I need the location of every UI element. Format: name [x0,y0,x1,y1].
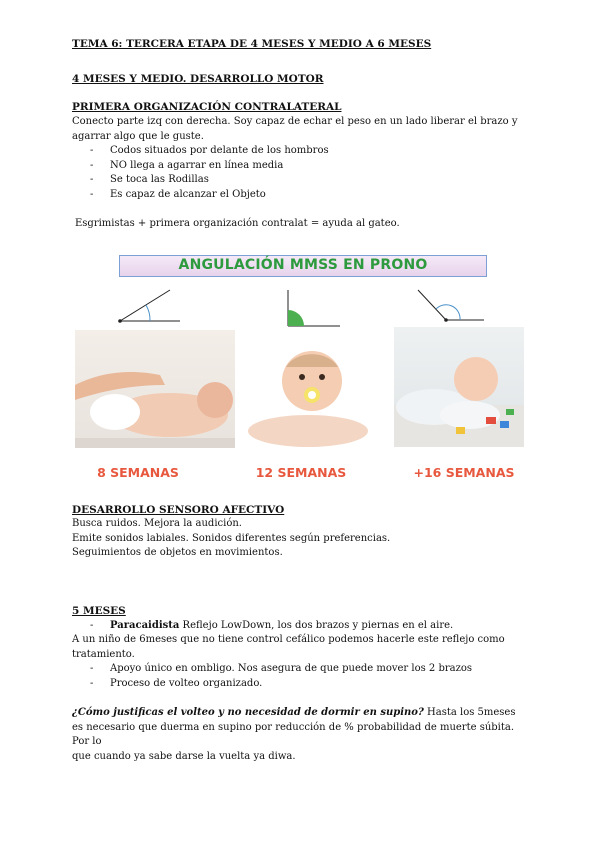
angle-diagram-16-weeks [414,286,486,326]
answer-line-2: es necesario que duerma en supino por reducción de % probabilidad de muerte súbita. Por lo [72,721,515,747]
figure-banner: ANGULACIÓN MMSS EN PRONO [119,255,487,277]
list-item: - Es capaz de alcanzar el Objeto [90,188,510,203]
reflex-paragraph [72,633,542,662]
parachute-term: Paracaidista [110,620,180,631]
sensory-line-2: Emite sonidos labiales. Sonidos diferentes según preferencias. [72,532,391,544]
dash-marker: - [90,188,94,200]
photo-baby-16-weeks [394,327,524,447]
motor-bullet-list [90,144,510,202]
list-item: - Codos situados por delante de los hombros [90,144,510,159]
list-item: - Se toca las Rodillas [90,173,510,188]
parachute-bullet [90,619,530,634]
document-title: TEMA 6: TERCERA ETAPA DE 4 MESES Y MEDIO A 6 MESES [72,38,432,50]
photo-baby-12-weeks [236,345,388,449]
dash-marker: - [90,174,94,185]
week-label-16: +16 SEMANAS [413,465,515,480]
sensory-line-3: Seguimientos de objetos en movimientos. [72,547,283,558]
dash-marker: - [90,663,94,674]
reflex-line-2: tratamiento. [72,648,135,660]
dash-marker: - [90,677,94,689]
intro-line-1: Conecto parte izq con derecha. Soy capaz de echar el peso en un lado liberar el brazo y [72,116,518,127]
sensory-line-1: Busca ruidos. Mejora la audición. [72,518,242,529]
list-item [90,619,530,634]
fencer-note: Esgrimistas + primera organización contralat = ayuda al gateo. [75,218,400,229]
dash-marker: - [90,145,94,156]
list-item: - Apoyo único en ombligo. Nos asegura de que puede mover los 2 brazos [90,662,530,677]
question-text: ¿Cómo justificas el volteo y no necesidad de dormir en supino? [72,707,424,718]
rolling-bullet-list [90,662,530,691]
intro-paragraph [72,115,542,144]
dash-marker: - [90,620,94,631]
week-label-12: 12 SEMANAS [255,465,347,480]
angle-diagram-8-weeks [112,286,184,326]
subheading-contralateral: PRIMERA ORGANIZACIÓN CONTRALATERAL [72,101,342,113]
dash-marker: - [90,159,94,171]
list-item: - NO llega a agarrar en línea media [90,159,510,174]
section-heading-sensory: DESARROLLO SENSORO AFECTIVO [72,504,285,516]
question-answer-start: Hasta los 5meses [423,707,516,718]
section-heading-motor: 4 MESES Y MEDIO. DESARROLLO MOTOR [72,73,324,85]
photo-baby-8-weeks [75,330,235,448]
section-heading-5-months: 5 MESES [72,605,126,617]
answer-line-3: que cuando ya sabe darse la vuelta ya diwa. [72,750,296,762]
reflex-line-1: A un niño de 6meses que no tiene control cefálico podemos hacerle este reflejo como [72,634,505,645]
intro-line-2: agarrar algo que le guste. [72,130,204,142]
week-label-8: 8 SEMANAS [97,465,179,480]
supine-question-paragraph [72,706,532,764]
sensory-paragraph [72,517,532,561]
angle-diagram-12-weeks [280,286,344,330]
question-line-1 [72,706,532,721]
list-item: - Proceso de volteo organizado. [90,677,530,692]
parachute-description: Reflejo LowDown, los dos brazos y piernas en el aire. [179,620,454,631]
